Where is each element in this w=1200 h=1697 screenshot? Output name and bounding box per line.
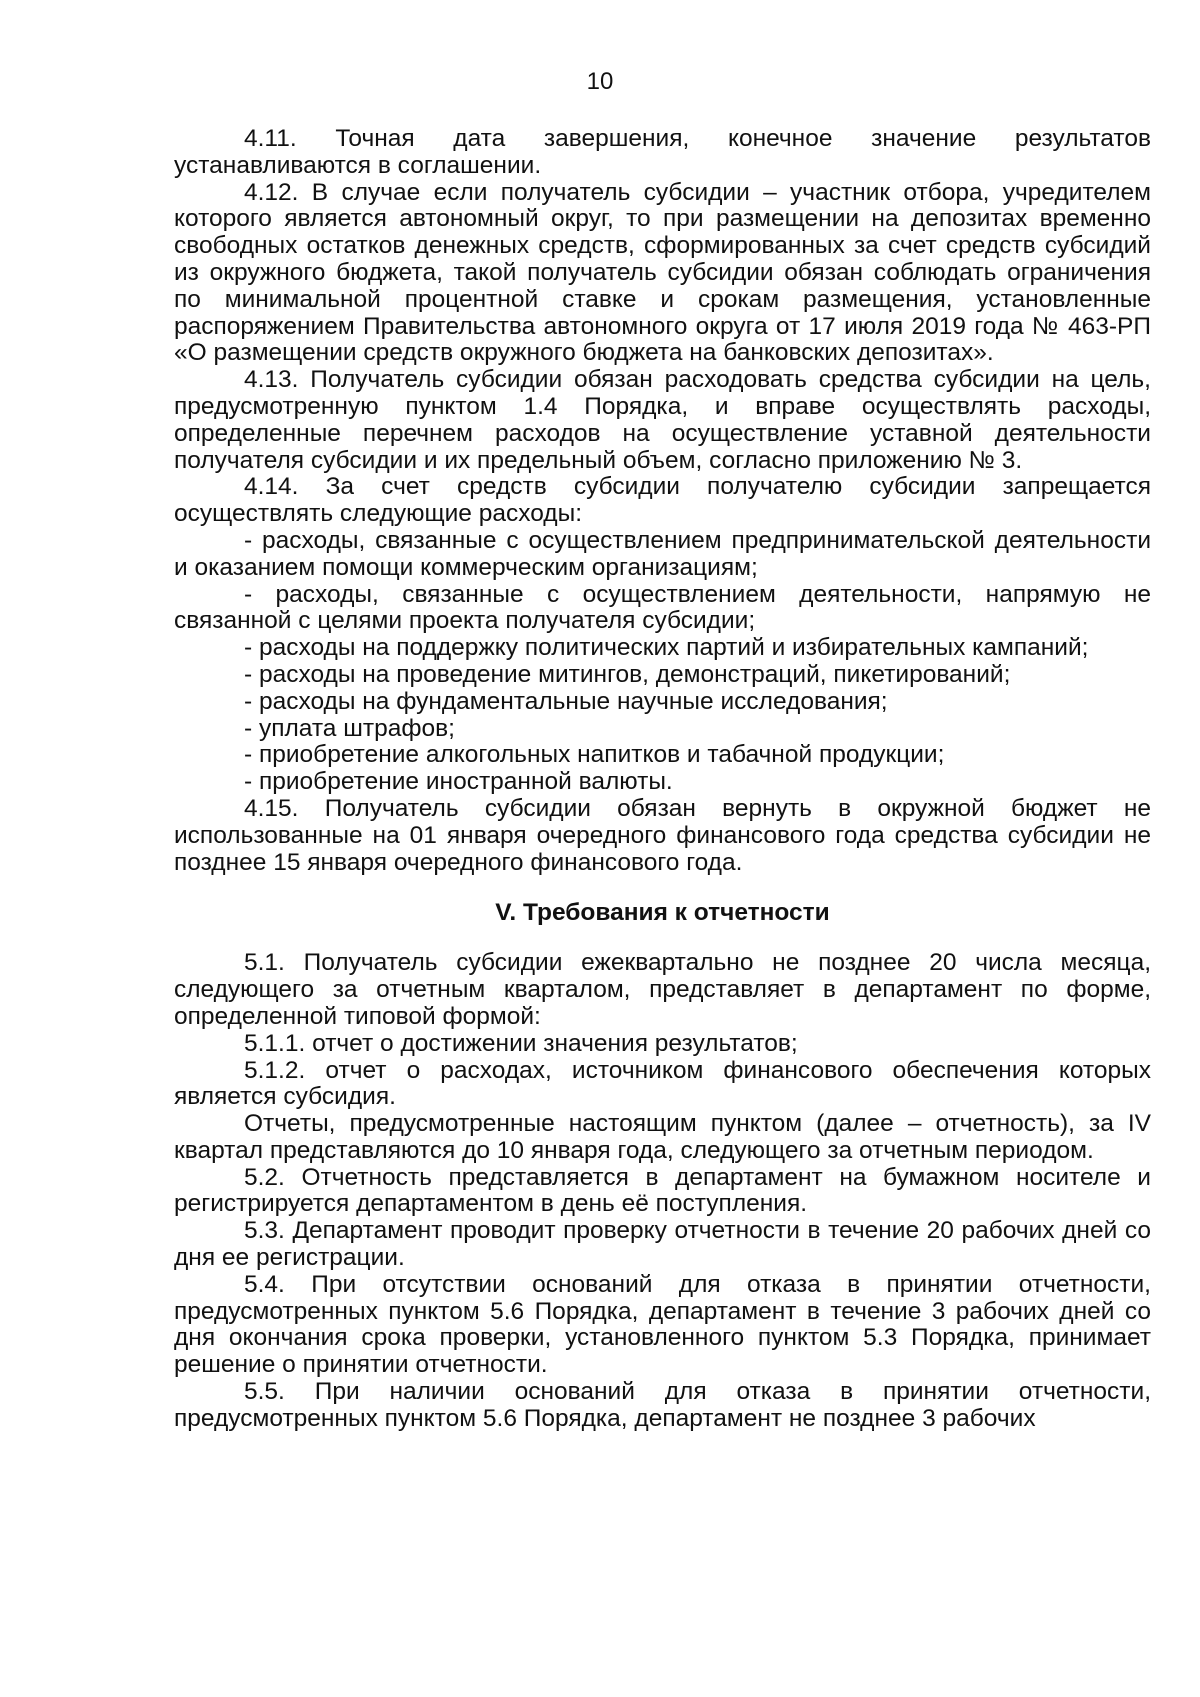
list-item-expense-research: - расходы на фундаментальные научные исследования;	[244, 687, 888, 715]
paragraph-5-2: 5.2. Отчетность представляется в департамент на бумажном носителе и регистрируется департаментом в день её поступления.	[174, 1163, 1151, 1218]
document-body	[174, 126, 1151, 1433]
list-item-expense-unrelated: - расходы, связанные с осуществлением деятельности, напрямую не связанной с целями проекта получателя субсидии;	[174, 580, 1151, 635]
paragraph-4-11: 4.11. Точная дата завершения, конечное значение результатов устанавливаются в соглашении.	[174, 125, 1151, 179]
paragraph-5-1-2: 5.1.2. отчет о расходах, источником финансового обеспечения которых является субсидия.	[174, 1056, 1151, 1111]
list-item-expense-fines: - уплата штрафов;	[244, 714, 455, 742]
list-item-expense-business: - расходы, связанные с осуществлением предпринимательской деятельности и оказанием помощи коммерческим организациям;	[174, 526, 1151, 581]
paragraph-reports-deadline: Отчеты, предусмотренные настоящим пунктом (далее – отчетность), за IV квартал представляются до 10 января года, следующего за отчетным периодом.	[174, 1110, 1151, 1164]
list-item-expense-currency: - приобретение иностранной валюты.	[244, 768, 673, 796]
paragraph-4-13: 4.13. Получатель субсидии обязан расходовать средства субсидии на цель, предусмотренную пунктом 1.4 Порядка, и вправе осуществлять расходы, определенные перечнем расходов на осуществление уставной деятельности получателя субсидии и их предельный объем, согласно приложению № 3.	[174, 366, 1151, 474]
paragraph-4-12: 4.12. В случае если получатель субсидии – участник отбора, учредителем которого является автономный округ, то при размещении на депозитах временно свободных остатков денежных средств, сформированных за счет средств субсидий из окружного бюджета, такой получатель субсидии обязан соблюдать ограничения по минимальной процентной ставке и срокам размещения, установленные распоряжением Правительства автономного округа от 17 июля 2019 года № 463-РП «О размещении средств окружного бюджета на банковских депозитах».	[174, 178, 1151, 367]
paragraph-4-14: 4.14. За счет средств субсидии получателю субсидии запрещается осуществлять следующие расходы:	[174, 473, 1151, 528]
list-item-expense-political: - расходы на поддержку политических партий и избирательных кампаний;	[244, 634, 1089, 662]
list-item-expense-alcohol: - приобретение алкогольных напитков и табачной продукции;	[244, 741, 945, 769]
paragraph-5-3: 5.3. Департамент проводит проверку отчетности в течение 20 рабочих дней со дня ее регистрации.	[174, 1217, 1151, 1272]
paragraph-5-1: 5.1. Получатель субсидии ежеквартально не позднее 20 числа месяца, следующего за отчетным кварталом, представляет в департамент по форме, определенной типовой формой:	[174, 949, 1151, 1030]
paragraph-5-5: 5.5. При наличии оснований для отказа в принятии отчетности, предусмотренных пунктом 5.6 Порядка, департамент не позднее 3 рабочих	[174, 1378, 1151, 1432]
page-number: 10	[586, 68, 614, 95]
paragraph-5-4: 5.4. При отсутствии оснований для отказа в принятии отчетности, предусмотренных пунктом 5.6 Порядка, департамент в течение 3 рабочих дней со дня окончания срока проверки, установленного пунктом 5.3 Порядка, принимает решение о принятии отчетности.	[174, 1270, 1151, 1379]
paragraph-4-15: 4.15. Получатель субсидии обязан вернуть в окружной бюджет не использованные на 01 января очередного финансового года средства субсидии не позднее 15 января очередного финансового года.	[174, 794, 1151, 876]
section-heading: V. Требования к отчетности	[495, 899, 830, 927]
paragraph-5-1-1: 5.1.1. отчет о достижении значения результатов;	[244, 1029, 798, 1057]
list-item-expense-rallies: - расходы на проведение митингов, демонстраций, пикетирований;	[244, 660, 1011, 688]
